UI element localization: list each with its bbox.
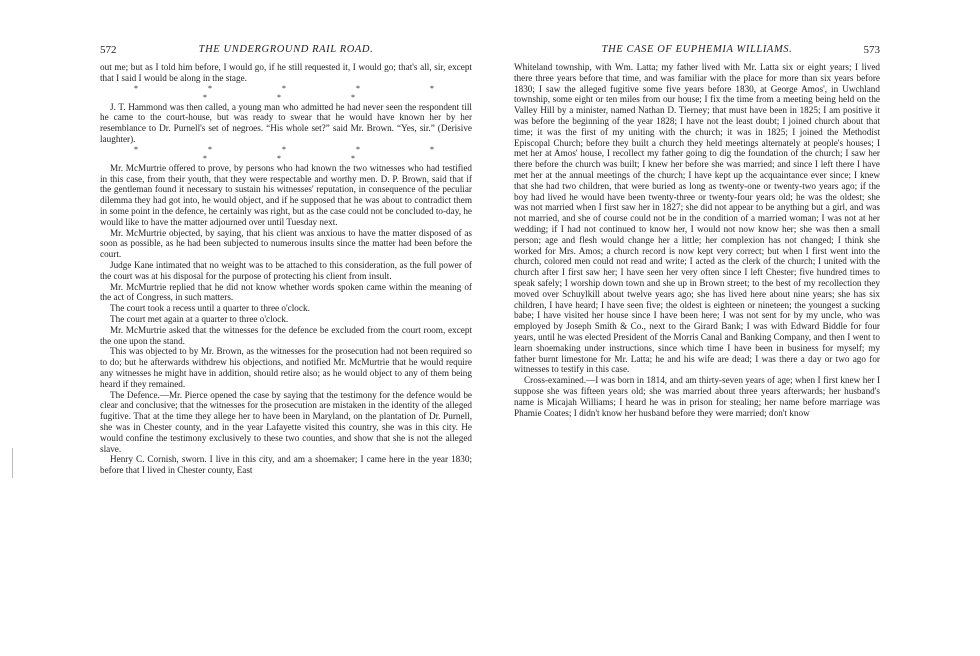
left-running-head (100, 44, 472, 62)
right-paragraph: Cross-examined.—I was born in 1814, and am thirty-seven years of age; when I first knew her I suppose she was fifteen years old; she was married about three years afterwards; her husband's name is Micajah Williams; I heard he was in prison for stealing; her name before marriage was Phamie Coates; I didn't know her husband before they were married; don't know (514, 375, 880, 418)
left-paragraph: Mr. McMurtrie replied that he did not know whether words spoken came within the meaning of the act of Congress, in such matters. (100, 281, 472, 303)
left-paragraph: Mr. McMurtrie objected, by saying, that his client was anxious to have the matter disposed of as soon as possible, as he had been subjected to numerous insults since the matter had been before the court. (100, 227, 472, 260)
right-page-number: 573 (863, 44, 880, 56)
left-paragraph: Mr. McMurtrie asked that the witnesses for the defence be excluded from the court room, except the one upon the stand. (100, 324, 472, 346)
left-paragraph: Mr. McMurtrie offered to prove, by persons who had known the two witnesses who had testified in this case, from their youth, that they were respectable and worthy men. D. P. Brown, said that if the gentleman found it necessary to sustain his witnesses' reputation, in consequence of the peculiar dilemma they had got into, he would object, and if he supposed that he was about to contradict them in some point in the defence, he certainly was right, but as the case could not be concluded to-day, he would like to have the matter adjourned over until Tuesday next. (100, 162, 472, 227)
left-paragraph: J. T. Hammond was then called, a young man who admitted he had never seen the respondent till he came to the court-house, but was ready to swear that he would have known her by her resemblance to Dr. Purnell's set of negroes. “His whole set?” said Mr. Brown. “Yes, sir.” (Derisive laughter). (100, 101, 472, 144)
left-page-number: 572 (100, 44, 117, 56)
right-body-text (514, 62, 880, 418)
left-paragraph: Henry C. Cornish, sworn. I live in this city, and am a shoemaker; I came here in the year 1830; before that I lived in Chester county, East (100, 454, 472, 476)
left-paragraph-continued: out me; but as I told him before, I would go, if he still requested it, I would go; that's all, sir, except that I said I would be along in the stage. (100, 62, 472, 83)
left-paragraph: The court took a recess until a quarter to three o'clock. (110, 303, 310, 314)
left-section-break: * * * * * * * * (134, 83, 468, 102)
left-paragraph: The Defence.—Mr. Pierce opened the case by saying that the testimony for the defence would be clear and conclusive; that the witnesses for the prosecution are mistaken in the identity of the alleged fugitive. That at the time they allege her to have been in Maryland, on the plantation of Dr. Purnell, she was in Chester county, and in the year Lafayette visited this country, she was in this city. He would confine the testimony exclusively to these two counties, and show that she is not the alleged slave. (100, 389, 472, 454)
right-running-head (514, 44, 880, 62)
right-running-head-title: THE CASE OF EUPHEMIA WILLIAMS. (601, 44, 793, 55)
right-paragraph-continued: Whiteland township, with Wm. Latta; my father lived with Mr. Latta six or eight years; I lived there three years before that time, and was familiar with the place for more than six years before 1830; I saw the alleged fugitive some five years before 1830, at George Amos', in Uwchland township, some eight or ten miles from our house; I fix the time from a meeting being held on the Valley Hill by a minister, named Nathan D. Tierney; that must have been in 1825; I am positive it was before the beginning of the year 1828; I have not the least doubt; I joined church about that time; it was the first of my uniting with the church; it was in 1825; I joined the Methodist Episcopal Church; before they built a church they held meetings alternately at people's houses; I met her at Amos' house, I recollect my father going to dig the foundation of the church; I saw her there before the church was built; I knew her before she was married; and since I left there I have met her at the annual meetings of the church; I have kept up the acquaintance ever since; I knew that she had two children, that were buried as long as twenty-one or twenty-two years ago; if the boy had lived he would have been twenty-three or twenty-four years old; he was the oldest; she was not married when I first saw her in 1827; she did not appear to be anything but a girl, and was not married, and she of course could not be in the condition of a married woman; I was not at her wedding; if I had not continued to know her, I would not now know her; she was then a small person; age and flesh would change her a little; her complexion has not changed; I think she worked for Mrs. Amos; a church record is now kept very correct; but when I first went into the church, colored men could not read and write; I acted as the clerk of the church; I united with the church after I first saw her; I have seen her very often since I left Chester; five hundred times to speak safely; I worship down town and she up in Brown street; to the best of my recollection they moved over Schuylkill about twelve years ago; she has lived here about nine years; she has six children, I have heard; I have seen five; the oldest is eighteen or nineteen; the youngest a sucking babe; I have visited her house since I have been here; I was not sent for by my uncle, who was employed by Joseph Smith & Co., next to the Girard Bank; I was with Edward Biddle for four years, until he was elected President of the Morris Canal and Banking Company, and then I went to learn shoemaking under instructions, since which time I have been in business for myself; my father burnt limestone for Mr. Latta; he and his wife are dead; I was there a day or two ago for witnesses to testify in this case. (514, 62, 880, 375)
left-running-head-title: THE UNDERGROUND RAIL ROAD. (198, 44, 374, 55)
left-paragraph: Judge Kane intimated that no weight was to be attached to this consideration, as the full power of the court was at his disposal for the purpose of protecting his client from insult. (100, 259, 472, 281)
right-page (490, 0, 980, 656)
left-paragraph: This was objected to by Mr. Brown, as the witnesses for the prosecution had not been required so to do; but he afterwards withdrew his objections, and notified Mr. McMurtrie that he would require any witnesses he might have in addition, should retire also; as he would object to any of them being heard if they remained. (100, 346, 472, 389)
left-body-text (100, 62, 472, 476)
left-section-break: * * * * * * * * (134, 144, 468, 163)
left-paragraph: The court met again at a quarter to three o'clock. (110, 313, 289, 324)
margin-mark (12, 448, 13, 478)
